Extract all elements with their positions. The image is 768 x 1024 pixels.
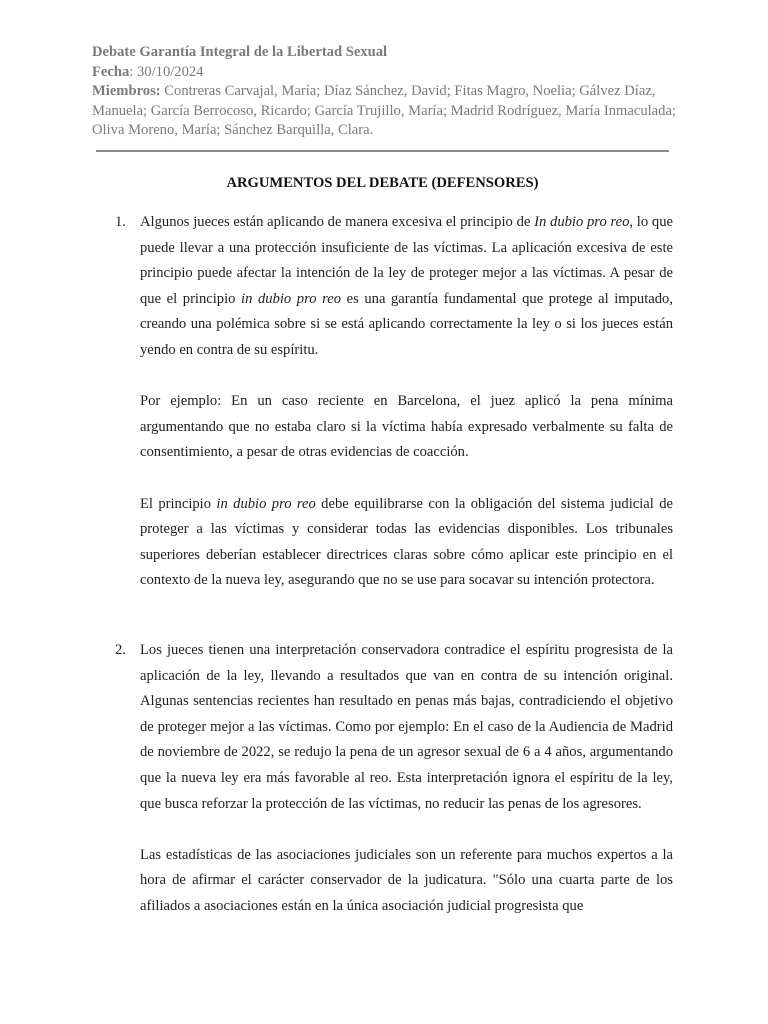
list-number: 2.: [115, 642, 126, 658]
members-line: [92, 82, 682, 141]
document-header: [92, 43, 682, 141]
date-label: Fecha: [92, 63, 130, 80]
paragraph: El principio in dubio pro reo debe equilibrarse con la obligación del sistema judicial de proteger a las víctimas y considerar todas las evidencias disponibles. Los tribunales superiores deberían establecer directrices claras sobre cómo aplicar este principio en el contexto de la nueva ley, asegurando que no se use para socavar su intención protectora.: [140, 495, 673, 589]
list-item-2: [115, 638, 673, 920]
date-line: [92, 63, 682, 83]
document-title: Debate Garantía Integral de la Libertad Sexual: [92, 44, 388, 60]
paragraph: Por ejemplo: En un caso reciente en Barcelona, el juez aplicó la pena mínima argumentando que no estaba claro si la víctima había expresado verbalmente su falta de consentimiento, a pesar de otras evidencias de coacción.: [140, 393, 673, 461]
list-item-1: [115, 210, 673, 594]
members-label: Miembros:: [92, 83, 161, 99]
paragraph: Algunos jueces están aplicando de manera excesiva el principio de In dubio pro reo, lo que puede llevar a una protección insuficiente de las víctimas. La aplicación excesiva de este principio puede afectar la intención de la ley de proteger mejor a las víctimas. A pesar de que el principio in dubio pro reo es una garantía fundamental que protege al imputado, creando una polémica sobre si se está aplicando correctamente la ley o si los jueces están yendo en contra de su espíritu.: [140, 214, 673, 358]
section-title: ARGUMENTOS DEL DEBATE (DEFENSORES): [226, 175, 539, 191]
paragraph: Los jueces tienen una interpretación conservadora contradice el espíritu progresista de la aplicación de la ley, llevando a resultados que van en contra de su intención original. Algunas sentencias recientes han resultado en penas más bajas, contradiciendo el objetivo de proteger mejor a las víctimas. Como por ejemplo: En el caso de la Audiencia de Madrid de noviembre de 2022, se redujo la pena de un agresor sexual de 6 a 4 años, argumentando que la nueva ley era más favorable al reo. Esta interpretación ignora el espíritu de la ley, que busca reforzar la protección de las víctimas, no reducir las penas de los agresores.: [140, 642, 673, 812]
horizontal-divider: [96, 150, 669, 152]
date-value: : 30/10/2024: [129, 63, 204, 80]
members-value: Contreras Carvajal, María; Díaz Sánchez, David; Fitas Magro, Noelia; Gálvez Díaz, Manuela; García Berrocoso, Ricardo; García Trujillo, María; Madrid Rodríguez, María Inmaculada; Oliva Moreno, María; Sánchez Barquilla, Clara.: [92, 83, 676, 138]
list-number: 1.: [115, 214, 126, 230]
paragraph: Las estadísticas de las asociaciones judiciales son un referente para muchos expertos a la hora de afirmar el carácter conservador de la judicatura. "Sólo una cuarta parte de los afiliados a asociaciones están en la única asociación judicial progresista que: [140, 846, 673, 914]
